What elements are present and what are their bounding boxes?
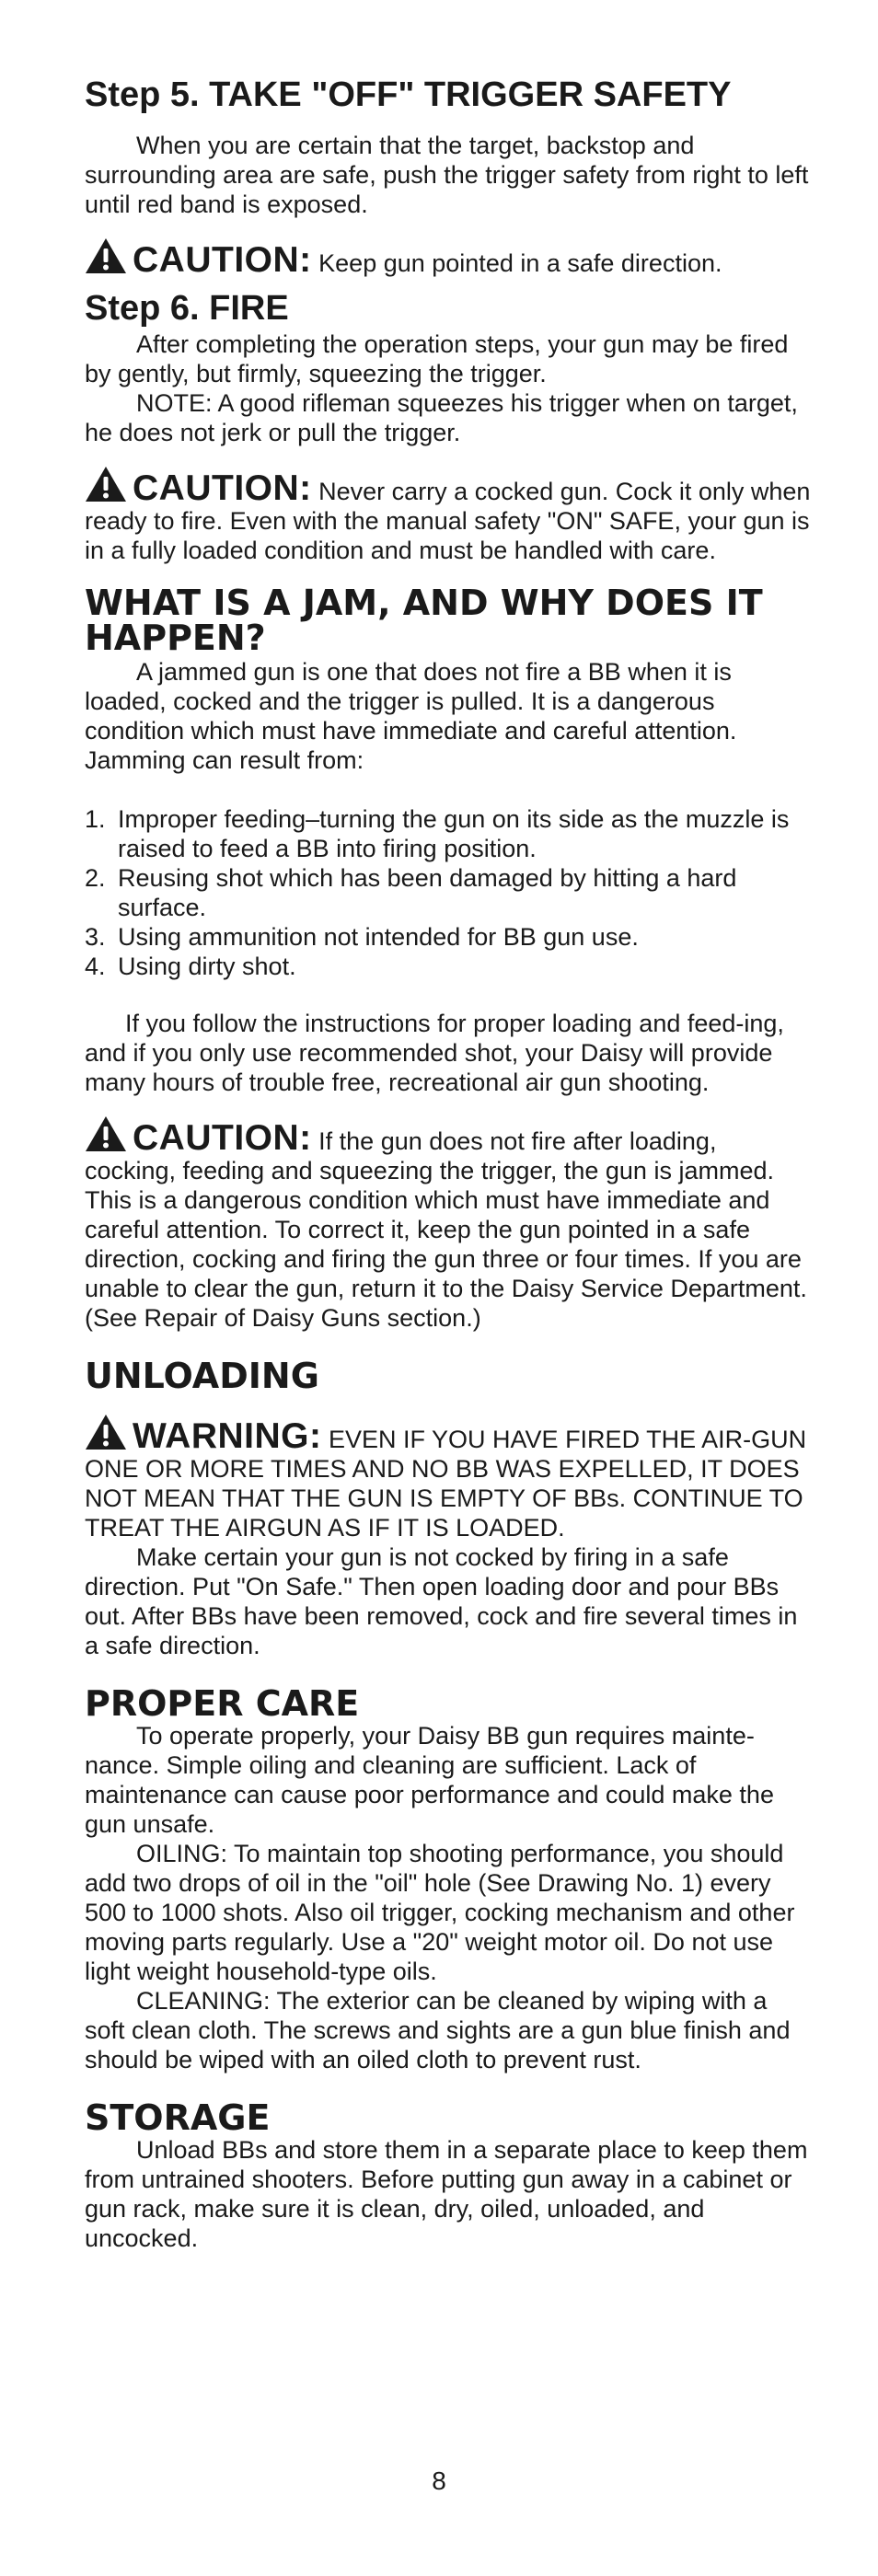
care-body: To operate properly, your Daisy BB gun requires mainte-nance. Simple oiling and cleaning are sufficient. Lack of maintenance can cause poor performance and could make the gun unsafe. <box>85 1722 774 1838</box>
warning-triangle-icon <box>85 237 127 274</box>
unloading-heading: UNLOADING <box>85 1356 319 1396</box>
step5-caution <box>85 237 812 278</box>
care-heading: PROPER CARE <box>85 1683 360 1724</box>
caution-text: Never carry a cocked gun. Cock it only when ready to fire. Even with the manual safety "ON" SAFE, your gun is in a fully loaded condition and must be handled with care. <box>85 478 811 564</box>
list-item: 4. Using dirty shot. <box>85 953 296 980</box>
jam-intro: A jammed gun is one that does not fire a BB when it is loaded, cocked and the trigger is pulled. It is a dangerous condition which must have immediate and careful attention. Jamming can result from: <box>85 658 737 774</box>
list-item: 1. Improper feeding–turning the gun on its side as the muzzle is raised to feed a BB into firing position. <box>85 805 790 862</box>
unloading-warning <box>85 1414 812 1542</box>
jam-closing: If you follow the instructions for proper loading and feed-ing, and if you only use recommended shot, your Daisy will provide many hours of trouble free, recreational air gun shooting. <box>85 1010 784 1096</box>
caution-label: CAUTION: <box>133 240 312 280</box>
caution-label: CAUTION: <box>133 468 312 508</box>
warning-triangle-icon <box>85 1115 127 1152</box>
care-oiling: OILING: To maintain top shooting performance, you should add two drops of oil in the "oil" hole (See Drawing No. 1) every 500 to 1000 shots. Also oil trigger, cocking mechanism and other moving parts regularly. Use a "20" weight motor oil. Do not use light weight household-type oils. <box>85 1840 795 1985</box>
caution-text: Keep gun pointed in a safe direction. <box>318 249 722 277</box>
caution-text: If the gun does not fire after loading, cocking, feeding and squeezing the trigger, the gun is jammed. This is a dangerous condition which must have immediate and careful attention. To correct it, keep the gun pointed in a safe direction, cocking and firing the gun three or four times. If you are unable to clear the gun, return it to the Daisy Service Department. (See Repair of Daisy Guns section.) <box>85 1127 807 1332</box>
warning-label: WARNING: <box>133 1416 322 1456</box>
step5-heading: Step 5. TAKE "OFF" TRIGGER SAFETY <box>85 75 732 114</box>
care-cleaning: CLEANING: The exterior can be cleaned by wiping with a soft clean cloth. The screws and sights are a gun blue finish and should be wiped with an oiled cloth to prevent rust. <box>85 1987 791 2074</box>
step6-note: NOTE: A good rifleman squeezes his trigger when on target, he does not jerk or pull the trigger. <box>85 389 798 446</box>
warning-text: EVEN IF YOU HAVE FIRED THE AIR-GUN ONE OR MORE TIMES AND NO BB WAS EXPELLED, IT DOES NOT MEAN THAT THE GUN IS EMPTY OF BBs. CONTINUE TO TREAT THE AIRGUN AS IF IT IS LOADED. <box>85 1426 807 1542</box>
jam-causes-list <box>85 804 812 981</box>
caution-label: CAUTION: <box>133 1118 312 1158</box>
list-item: 3. Using ammunition not intended for BB gun use. <box>85 923 639 951</box>
step6-caution <box>85 466 812 565</box>
warning-triangle-icon <box>85 1414 127 1450</box>
storage-body: Unload BBs and store them in a separate place to keep them from untrained shooters. Before putting gun away in a cabinet or gun rack, make sure it is clean, dry, oiled, unloaded, and uncocked. <box>85 2136 808 2252</box>
jam-heading: WHAT IS A JAM, AND WHY DOES IT HAPPEN? <box>85 583 763 658</box>
step5-body: When you are certain that the target, backstop and surrounding area are safe, push the trigger safety from right to left until red band is exposed. <box>85 132 809 218</box>
step6-body: After completing the operation steps, your gun may be fired by gently, but firmly, squeezing the trigger. <box>85 330 789 387</box>
step6-heading: Step 6. FIRE <box>85 289 289 328</box>
warning-triangle-icon <box>85 466 127 502</box>
list-item: 2. Reusing shot which has been damaged by hitting a hard surface. <box>85 864 737 921</box>
manual-page <box>85 74 812 2253</box>
page-number: 8 <box>432 2466 446 2495</box>
unloading-body: Make certain your gun is not cocked by firing in a safe direction. Put "On Safe." Then open loading door and pour BBs out. After BBs have been removed, cock and fire several times in a safe direction. <box>85 1543 798 1659</box>
jam-caution <box>85 1115 812 1333</box>
storage-heading: STORAGE <box>85 2097 271 2138</box>
